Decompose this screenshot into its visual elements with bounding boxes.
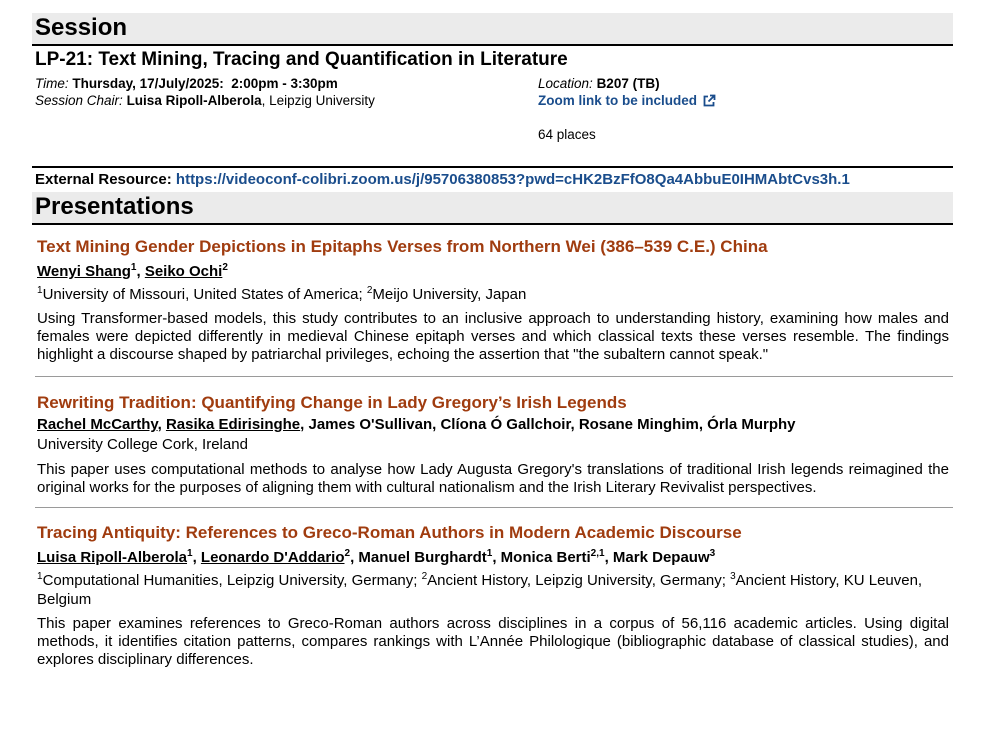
abstract: This paper examines references to Greco-Roman authors across disciplines in a corpus of 56,116 academic articles. Using digital methods, it identifies citation patterns, compares rankings with L’Année Philologique (bibliographic database of classical studies), and explores disciplinary differences. — [37, 615, 949, 668]
author: Monica Berti — [500, 549, 591, 566]
divider — [35, 507, 953, 508]
location-value: B207 (TB) — [596, 76, 660, 91]
author-link[interactable]: Seiko Ochi — [144, 263, 223, 280]
presentation-title[interactable]: Text Mining Gender Depictions in Epitaphs Verses from Northern Wei (386–539 C.E.) China — [37, 237, 768, 256]
affil-marker: 1 — [130, 262, 137, 273]
external-resource-link[interactable]: https://videoconf-colibri.zoom.us/j/95706380853?pwd=cHK2BzFfO8Qa4AbbuE0IHMAbtCvs3h.1 — [175, 171, 850, 188]
affiliations: University College Cork, Ireland — [37, 436, 248, 453]
places-count: 64 places — [538, 127, 596, 142]
affil-marker: 3 — [730, 571, 736, 582]
affil-marker: 3 — [709, 548, 716, 559]
affil-marker: 2 — [222, 262, 228, 273]
affiliations — [37, 285, 949, 304]
author-link[interactable]: Wenyi Shang — [37, 263, 131, 280]
affiliation: Meijo University, Japan — [372, 286, 527, 303]
session-time — [35, 75, 375, 92]
session-meta-left — [35, 75, 375, 109]
location-label: Location: — [538, 76, 593, 91]
external-link-icon — [702, 94, 716, 108]
time-range: 2:00pm - 3:30pm — [231, 76, 338, 91]
time-label: Time: — [35, 76, 69, 91]
other-authors: , James O'Sullivan, Clíona Ó Gallchoir, Rosane Minghim, Órla Murphy — [300, 416, 796, 433]
author: Manuel Burghardt — [358, 549, 487, 566]
time-value: Thursday, 17/July/2025: — [72, 76, 224, 91]
zoom-link-label: Zoom link to be included — [538, 93, 698, 108]
session-location — [538, 75, 716, 92]
presentation-1 — [37, 236, 949, 364]
author: Mark Depauw — [612, 549, 710, 566]
chair-name: Luisa Ripoll-Alberola — [126, 93, 262, 108]
session-title: LP-21: Text Mining, Tracing and Quantification in Literature — [35, 49, 568, 70]
author-link[interactable]: Rasika Edirisinghe — [165, 416, 301, 433]
author-link[interactable]: Leonardo D'Addario — [200, 549, 345, 566]
affil-marker: 1 — [187, 548, 193, 559]
affiliation: Computational Humanities, Leipzig University, Germany; — [42, 572, 422, 589]
affil-marker: 1 — [37, 285, 43, 296]
affil-marker: 2 — [366, 285, 373, 296]
abstract: Using Transformer-based models, this study contributes to an inclusive approach to understanding history, examining how males and females were depicted differently in medieval Chinese epitaph verses and which classical texts these verses resemble. The findings highlight a discourse shaped by patriarchal privileges, echoing the assertion that "the subaltern cannot speak." — [37, 310, 949, 363]
affil-marker: 1 — [486, 548, 493, 559]
external-resource-label: External Resource: — [35, 171, 172, 188]
affil-marker: 2 — [344, 548, 351, 559]
presentations-heading: Presentations — [32, 192, 953, 225]
divider — [35, 376, 953, 377]
presentation-title[interactable]: Rewriting Tradition: Quantifying Change in Lady Gregory’s Irish Legends — [37, 393, 627, 412]
affiliations — [37, 571, 949, 609]
session-chair — [35, 92, 375, 109]
abstract: This paper uses computational methods to analyse how Lady Augusta Gregory's translations of traditional Irish legends reimagined the original works for the purposes of aligning them with cultural nationalism and the Irish Literary Revivalist perspectives. — [37, 461, 949, 496]
affiliation: Ancient History, Leipzig University, Germany; — [427, 572, 731, 589]
affiliation: Ancient History, KU Leuven, Belgium — [37, 572, 923, 608]
author-link[interactable]: Rachel McCarthy — [37, 416, 158, 433]
external-resource — [32, 166, 953, 192]
presentation-title[interactable]: Tracing Antiquity: References to Greco-Roman Authors in Modern Academic Discourse — [37, 523, 742, 542]
affil-marker: 2 — [421, 571, 428, 582]
author-link[interactable]: Luisa Ripoll-Alberola — [37, 549, 188, 566]
chair-label: Session Chair: — [35, 93, 123, 108]
affil-marker: 1 — [37, 571, 43, 582]
presentation-2 — [37, 392, 949, 497]
author-list: Rachel McCarthy, Rasika Edirisinghe, James O'Sullivan, Clíona Ó Gallchoir, Rosane Minghim, Órla Murphy — [37, 416, 796, 433]
affiliation: University of Missouri, United States of America; — [42, 286, 367, 303]
zoom-link[interactable] — [538, 92, 716, 109]
presentation-3 — [37, 522, 949, 669]
chair-affiliation: , Leipzig University — [261, 93, 375, 108]
author-list: Luisa Ripoll-Alberola$^1$, Leonardo D'Addario$^2$, Manuel Burghardt$^1$, Monica Berti$^{2,1}$, Mark Depauw$^3$ — [37, 548, 716, 566]
session-meta-right — [538, 75, 716, 109]
affil-marker: 2,1 — [590, 548, 605, 559]
author-list: Wenyi Shang$^1$, Seiko Ochi$^2$ — [37, 262, 228, 280]
session-heading: Session — [32, 13, 953, 46]
